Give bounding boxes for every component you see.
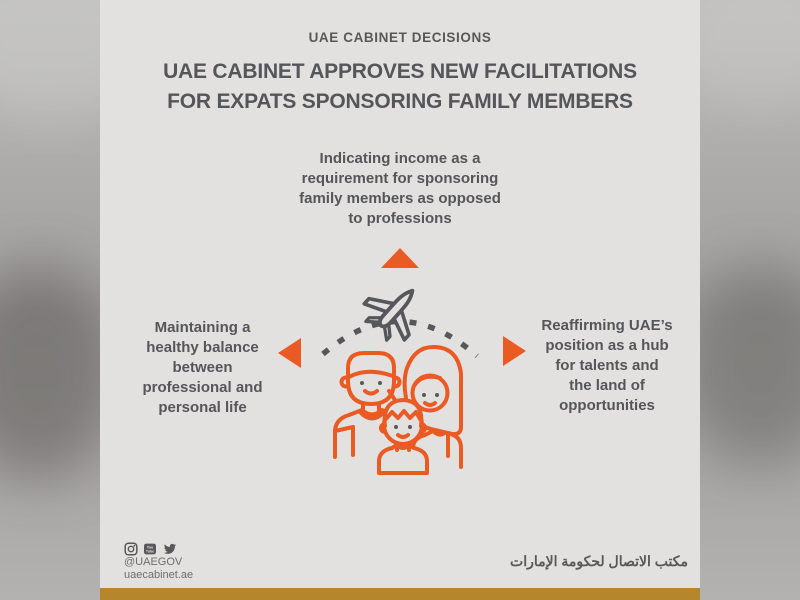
social-handle: @UAEGOV [124,556,183,568]
twitter-icon [162,542,177,556]
airplane-icon [356,280,432,349]
family-illustration [315,280,485,485]
gold-footer-bar [100,588,700,600]
website-url: uaecabinet.ae [124,569,194,581]
poster-title: UAE CABINET APPROVES NEW FACILITATIONS FOR EXPATS SPONSORING FAMILY MEMBERS [163,60,637,113]
social-icons [124,542,177,556]
svg-text:You: You [146,545,154,550]
eyebrow-label: UAE CABINET DECISIONS [308,30,492,45]
svg-text:Tube: Tube [145,549,155,554]
instagram-icon [124,542,138,556]
point-top-text: Indicating income as a requirement for sponsoring family members as opposed to professions [299,150,501,227]
point-left-text: Maintaining a healthy balance between professional and personal life [142,319,263,416]
arrow-left-icon [278,338,301,368]
arrow-up-icon [381,248,419,268]
youtube-icon [143,542,157,556]
arrow-right-icon [503,336,526,366]
point-right-text: Reaffirming UAE’s position as a hub for talents and the land of opportunities [541,317,673,414]
infographic-card [100,0,700,600]
arabic-caption: مكتب الاتصال لحكومة الإمارات [510,553,688,569]
